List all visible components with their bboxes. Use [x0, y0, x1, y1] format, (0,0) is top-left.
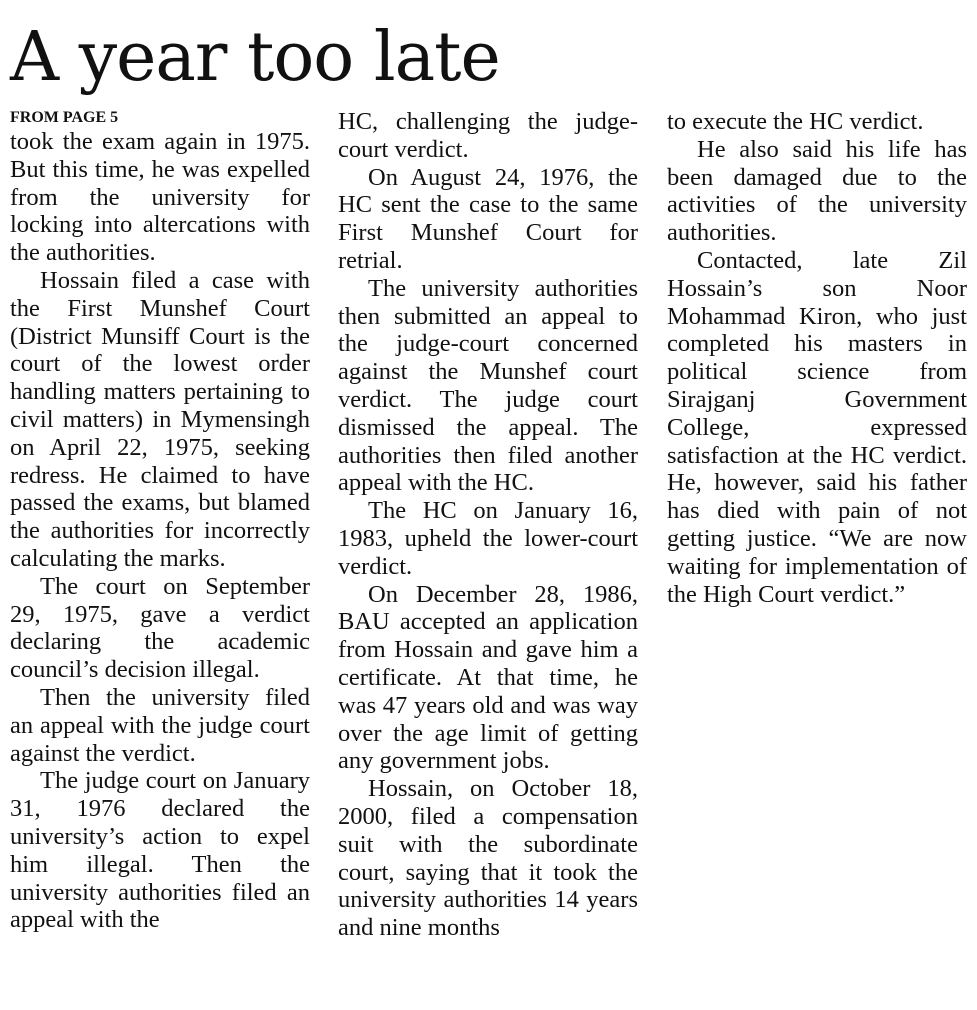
paragraph: Contacted, late Zil Hossain’s son Noor Mohammad Kiron, who just completed his masters in political science from Sirajganj Government College, expressed satisfaction at the HC verdict. He, however, said his father has died with pain of not getting justice. “We are now waiting for implementation of the High Court verdict.” — [667, 246, 967, 608]
paragraph: to execute the HC verdict. — [667, 108, 924, 135]
article-column-1 — [10, 108, 310, 934]
paragraph: On December 28, 1986, BAU accepted an application from Hossain and gave him a certificate. At that time, he was 47 years old and was way over the age limit of getting any government jobs. — [338, 580, 638, 775]
paragraph: The HC on January 16, 1983, upheld the lower-court verdict. — [338, 497, 638, 580]
continuation-kicker: FROM PAGE 5 — [10, 109, 119, 126]
headline: A year too late — [10, 18, 500, 97]
paragraph: took the exam again in 1975. But this time, he was expelled from the university for locking into altercations with the authorities. — [10, 128, 310, 267]
article-column-3 — [667, 108, 967, 608]
article-column-2 — [338, 108, 638, 942]
paragraph: The court on September 29, 1975, gave a verdict declaring the academic council’s decision illegal. — [10, 572, 310, 684]
paragraph: Hossain filed a case with the First Munshef Court (District Munsiff Court is the court of the lowest order handling matters pertaining to civil matters) in Mymensingh on April 22, 1975, seeking redress. He claimed to have passed the exams, but blamed the authorities for incorrectly calculating the marks. — [10, 266, 310, 572]
paragraph: The university authorities then submitted an appeal to the judge-court concerned against the Munshef court verdict. The judge court dismissed the appeal. The authorities then filed another appeal with the HC. — [338, 274, 638, 497]
paragraph: Hossain, on October 18, 2000, filed a compensation suit with the subordinate court, saying that it took the university authorities 14 years and nine months — [338, 775, 638, 942]
paragraph: HC, challenging the judge-court verdict. — [338, 108, 638, 163]
paragraph: He also said his life has been damaged due to the activities of the university authorities. — [667, 135, 967, 247]
paragraph: Then the university filed an appeal with the judge court against the verdict. — [10, 683, 310, 767]
paragraph: The judge court on January 31, 1976 declared the university’s action to expel him illegal. Then the university authorities filed an appeal with the — [10, 767, 310, 934]
paragraph: On August 24, 1976, the HC sent the case to the same First Munshef Court for retrial. — [338, 163, 638, 274]
